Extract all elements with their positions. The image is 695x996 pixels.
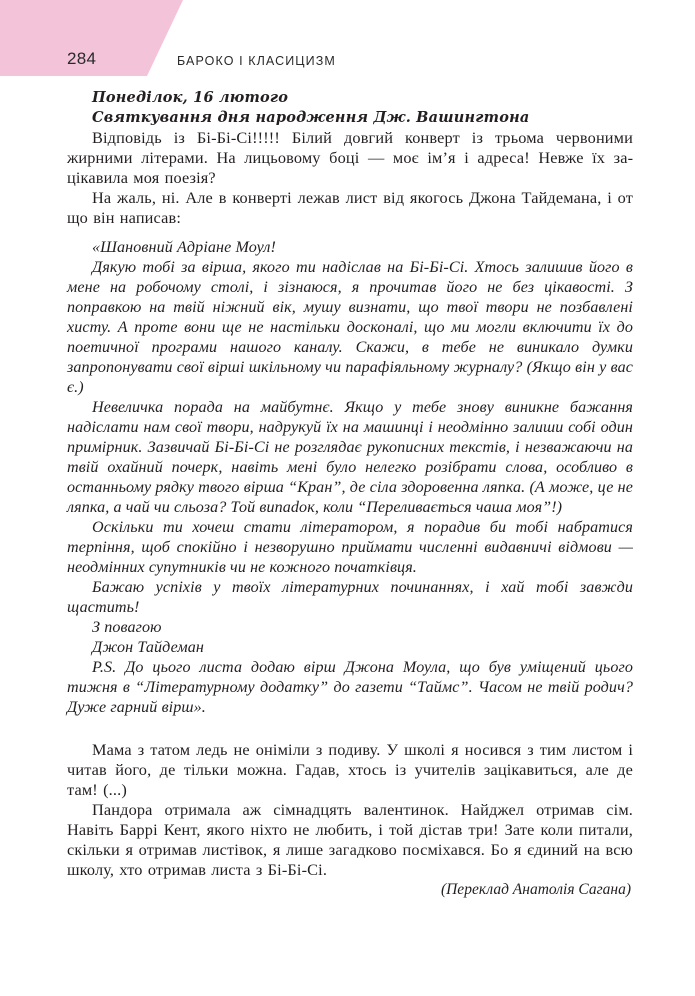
continuation-paragraph: Пандора отримала аж сімнадцять валентинок. Найджел отримав сім. Навіть Баррі Кент, якого ніхто не любить, і той дістав три! Зате коли питали, скільки я отримав листівок, я лише загадково посміхався. Бо я єдиний на всю школу, хто отримав листа з Бі-Бі-Сі. <box>67 800 633 879</box>
diary-date: Понеділок, 16 лютого <box>92 89 289 106</box>
letter-paragraph: Невеличка порада на майбутнє. Якщо у тебе знову виникне бажання надіслати нам свої твори, надрукуй їх на машинці і неодмінно залиши собі один примірник. Зазвичай Бі-Бі-Сі не розглядає рукописних текстів, і незважаючи на твій охайний почерк, навіть мені було нелегко розібрати слова, особливо в останньому рядку твого вірша “Кран”, де сіла здоровенна ляпка. (А може, це не ляпка, а чай чи сльоза? Той випаdок, коли “Переливається чаша моя”!) <box>67 399 633 516</box>
letter-salutation: «Шановний Адріане Моул! <box>92 239 276 256</box>
letter <box>67 238 633 718</box>
intro-paragraph: Відповідь із Бі-Бі-Сі!!!!! Білий довгий конверт із трьома червоними жирними літерами. На лицьовому боці — моє ім’я і адреса! Невже їх зацікавила моя поезія? <box>67 128 633 187</box>
letter-closing: З повагою <box>92 619 162 636</box>
diary-occasion: Святкування дня народження Дж. Вашингтона <box>92 109 530 126</box>
letter-paragraph: Бажаю успіхів у твоїх літературних починаннях, і хай тобі завжди щастить! <box>67 579 633 616</box>
letter-paragraph: Дякую тобі за вірша, якого ти надіслав на Бі-Бі-Сі. Хтось залишив його в мене на робочому столі, і зізнаюся, я прочитав його не без цікавості. З поправкою на твій ніжний вік, мушу визнати, що твої твори не позбавлені хисту. А проте вони ще не настільки досконалі, що ми могли включити їх до поетичної програми нашого каналу. Скажи, в тебе не виникало думки запропонувати свої вірші шкільному чи парафіяльному журналу? (Якщо він у вас є.) <box>67 259 633 396</box>
page-body <box>67 88 633 900</box>
letter-paragraph: Оскільки ти хочеш стати літератором, я порадив би тобі набратися терпіння, щоб спокійно і незворушно приймати численні видавничі відмови — неодмінних супутників чи не кожного початківця. <box>67 519 633 576</box>
running-head: БАРОКО І КЛАСИЦИЗМ <box>177 54 336 68</box>
translation-credit: (Переклад Анатолія Сагана) <box>440 881 631 898</box>
intro-paragraph: На жаль, ні. Але в конверті лежав лист від якогось Джона Тайдемана, і от що він написав: <box>67 188 633 227</box>
diary-continuation <box>67 740 633 880</box>
letter-signature: Джон Тайдеман <box>92 639 205 656</box>
diary-intro <box>67 128 633 228</box>
page-number: 284 <box>67 49 97 68</box>
continuation-paragraph: Мама з татом ледь не оніміли з подиву. У школі я носився з тим листом і читав його, де тільки можна. Гадав, хтось із учителів зацікавиться, але де там! (...) <box>67 740 633 799</box>
letter-postscript: P.S. До цього листа додаю вірш Джона Моула, що був уміщений цього тижня в “Літературному додатку” до газети “Таймс”. Часом не твій родич? Дуже гарний вірш». <box>67 659 633 716</box>
